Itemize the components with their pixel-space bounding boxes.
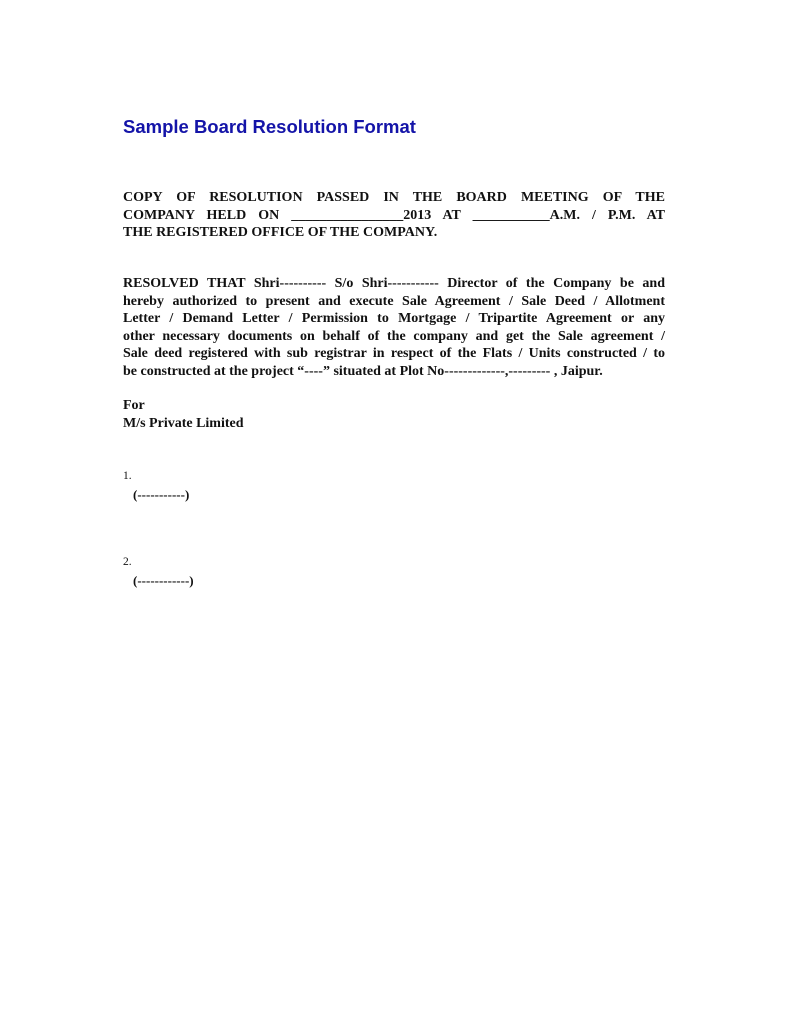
- heading-line-1: COPY OF RESOLUTION PASSED IN THE BOARD MEETING OF THE: [123, 190, 665, 205]
- heading-line-2: COMPANY HELD ON ________________2013 AT ___________A.M. / P.M. AT: [123, 207, 665, 223]
- company-name: M/s Private Limited: [123, 415, 244, 431]
- resolution-body: [123, 275, 665, 380]
- for-label: For: [123, 398, 145, 413]
- resolution-line-6: be constructed at the project “----” situated at Plot No-------------,--------- , Jaipur.: [123, 363, 603, 379]
- signatory-number: 1.: [123, 470, 132, 482]
- signatory-name: (------------): [133, 573, 194, 588]
- resolution-line-4: other necessary documents on behalf of the company and get the Sale agreement /: [123, 328, 665, 344]
- heading-line-3: THE REGISTERED OFFICE OF THE COMPANY.: [123, 225, 438, 240]
- resolution-line-2: hereby authorized to present and execute Sale Agreement / Sale Deed / Allotment: [123, 293, 665, 309]
- document-title: Sample Board Resolution Format: [123, 116, 416, 137]
- signatory-2: [123, 555, 194, 589]
- resolution-line-3: Letter / Demand Letter / Permission to Mortgage / Tripartite Agreement or any: [123, 311, 665, 326]
- signatory-number: 2.: [123, 556, 132, 568]
- signatory-name: (-----------): [133, 487, 190, 502]
- resolution-line-1: RESOLVED THAT Shri---------- S/o Shri----------- Director of the Company be and: [123, 276, 665, 291]
- resolution-line-5: Sale deed registered with sub registrar in respect of the Flats / Units constructed / to: [123, 346, 665, 361]
- signatory-1: [123, 469, 189, 503]
- resolution-heading: [123, 189, 665, 242]
- closing-block: [123, 397, 244, 432]
